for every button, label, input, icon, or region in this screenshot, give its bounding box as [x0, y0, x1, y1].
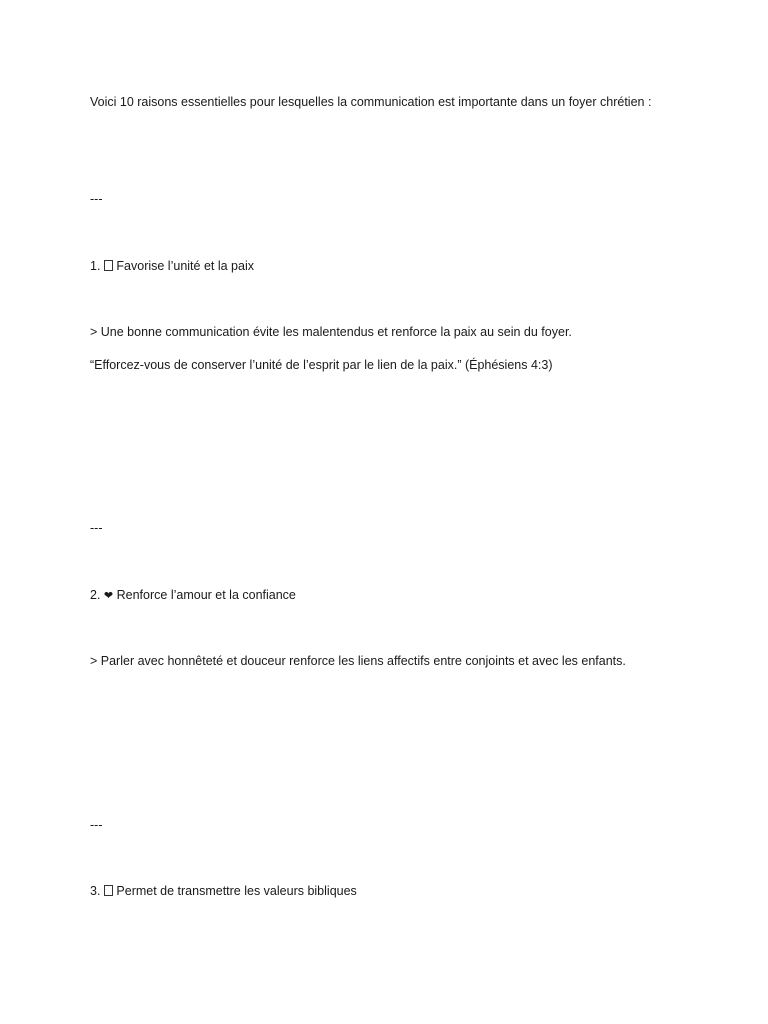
heart-icon: ❤ — [103, 589, 114, 602]
section-2-heading — [90, 587, 296, 604]
section-1-verse: “Efforcez-vous de conserver l’unité de l’esprit par le lien de la paix.” (Éphésiens 4:3) — [90, 358, 553, 372]
missing-glyph-icon — [104, 260, 113, 271]
section-1-heading — [90, 258, 254, 274]
section-number: 3. — [90, 884, 101, 898]
intro-paragraph: Voici 10 raisons essentielles pour lesquelles la communication est importante dans un foyer chrétien : — [90, 95, 652, 109]
section-2-quote: > Parler avec honnêteté et douceur renforce les liens affectifs entre conjoints et avec les enfants. — [90, 654, 626, 668]
missing-glyph-icon — [104, 885, 113, 896]
section-title: Favorise l’unité et la paix — [116, 259, 254, 273]
section-title: Permet de transmettre les valeurs bibliques — [116, 884, 357, 898]
section-3-heading — [90, 883, 357, 899]
separator: --- — [90, 521, 103, 535]
section-number: 2. — [90, 588, 101, 602]
separator: --- — [90, 818, 103, 832]
separator: --- — [90, 192, 103, 206]
section-title: Renforce l’amour et la confiance — [116, 588, 296, 602]
section-number: 1. — [90, 259, 101, 273]
section-1-quote: > Une bonne communication évite les malentendus et renforce la paix au sein du foyer. — [90, 325, 572, 339]
